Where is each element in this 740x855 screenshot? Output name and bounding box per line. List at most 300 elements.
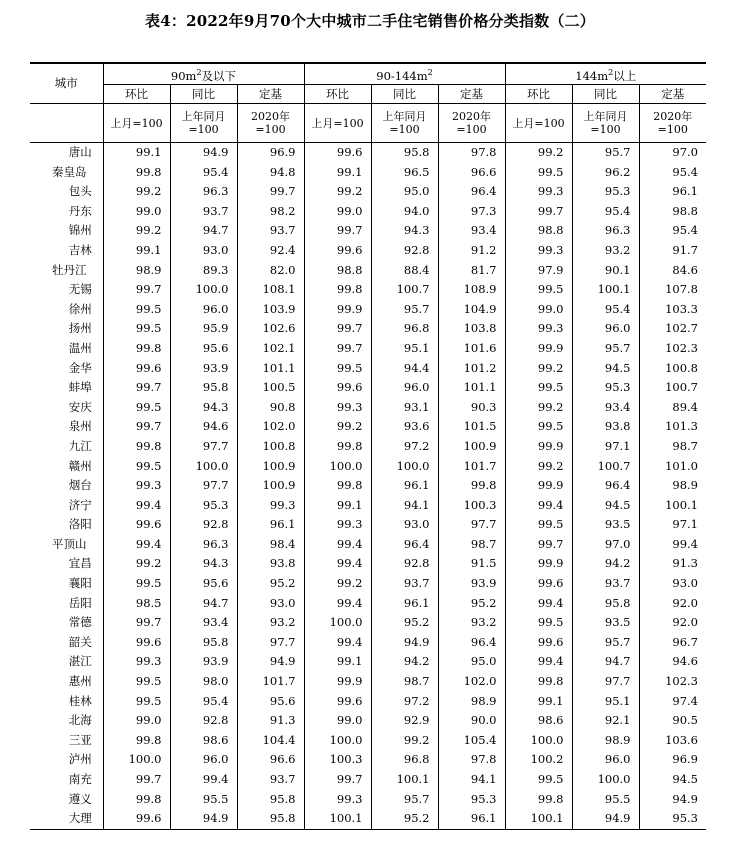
sub-header-1-0: 环比 xyxy=(304,85,371,104)
table-row xyxy=(30,790,706,810)
city-name: 泉州 xyxy=(68,419,92,434)
index-value: 94.2 xyxy=(572,554,639,574)
index-value: 100.3 xyxy=(304,750,371,770)
table-row xyxy=(30,535,706,555)
index-value: 99.3 xyxy=(304,790,371,810)
index-value: 96.1 xyxy=(237,515,304,535)
index-value: 93.0 xyxy=(639,574,706,594)
index-value: 99.5 xyxy=(505,417,572,437)
table-row xyxy=(30,770,706,790)
index-value: 95.8 xyxy=(170,378,237,398)
index-value: 96.3 xyxy=(572,221,639,241)
index-value: 99.2 xyxy=(103,182,170,202)
index-value: 100.9 xyxy=(438,437,505,457)
index-value: 101.1 xyxy=(438,378,505,398)
index-value: 95.1 xyxy=(371,339,438,359)
index-value: 103.9 xyxy=(237,300,304,320)
index-value: 99.4 xyxy=(103,496,170,516)
index-value: 100.7 xyxy=(371,280,438,300)
index-value: 95.5 xyxy=(572,790,639,810)
index-value: 97.7 xyxy=(170,437,237,457)
index-value: 96.9 xyxy=(237,143,304,163)
index-value: 99.1 xyxy=(304,652,371,672)
table-row xyxy=(30,182,706,202)
index-value: 96.1 xyxy=(371,476,438,496)
index-value: 99.6 xyxy=(103,633,170,653)
index-value: 99.5 xyxy=(103,457,170,477)
index-value: 98.6 xyxy=(170,731,237,751)
index-value: 100.0 xyxy=(505,731,572,751)
index-value: 98.9 xyxy=(438,692,505,712)
index-value: 92.0 xyxy=(639,613,706,633)
index-value: 100.2 xyxy=(505,750,572,770)
index-value: 101.3 xyxy=(639,417,706,437)
sub-header-2-1: 同比 xyxy=(572,85,639,104)
sub-header-1-1: 同比 xyxy=(371,85,438,104)
index-value: 99.8 xyxy=(304,437,371,457)
index-value: 99.4 xyxy=(103,535,170,555)
index-value: 90.1 xyxy=(572,261,639,281)
index-value: 94.9 xyxy=(371,633,438,653)
index-value: 94.7 xyxy=(170,594,237,614)
base-header-1-2: 2020年 =100 xyxy=(438,104,505,143)
index-value: 101.2 xyxy=(438,359,505,379)
base-header-0-0: 上月=100 xyxy=(103,104,170,143)
index-value: 95.4 xyxy=(639,221,706,241)
index-value: 100.8 xyxy=(237,437,304,457)
index-value: 100.9 xyxy=(237,476,304,496)
index-value: 99.5 xyxy=(103,672,170,692)
index-value: 99.6 xyxy=(103,515,170,535)
index-value: 99.5 xyxy=(505,770,572,790)
index-value: 102.3 xyxy=(639,672,706,692)
index-value: 100.0 xyxy=(304,731,371,751)
price-index-table-wrapper xyxy=(30,62,706,830)
city-name: 金华 xyxy=(68,360,92,375)
index-value: 95.3 xyxy=(572,378,639,398)
index-value: 96.9 xyxy=(639,750,706,770)
index-value: 97.4 xyxy=(639,692,706,712)
index-value: 99.1 xyxy=(103,143,170,163)
index-value: 94.5 xyxy=(572,359,639,379)
index-value: 99.7 xyxy=(304,319,371,339)
index-value: 96.4 xyxy=(371,535,438,555)
index-value: 99.9 xyxy=(505,554,572,574)
index-value: 99.9 xyxy=(304,672,371,692)
index-value: 99.3 xyxy=(505,241,572,261)
index-value: 93.8 xyxy=(237,554,304,574)
base-header-row xyxy=(30,104,706,143)
index-value: 99.1 xyxy=(304,496,371,516)
index-value: 92.9 xyxy=(371,711,438,731)
index-value: 95.4 xyxy=(572,300,639,320)
index-value: 101.7 xyxy=(237,672,304,692)
index-value: 97.8 xyxy=(438,750,505,770)
index-value: 94.5 xyxy=(572,496,639,516)
index-value: 96.1 xyxy=(639,182,706,202)
city-name: 锦州 xyxy=(68,223,92,238)
city-name: 襄阳 xyxy=(68,576,92,591)
index-value: 96.0 xyxy=(170,750,237,770)
index-value: 90.0 xyxy=(438,711,505,731)
index-value: 94.5 xyxy=(639,770,706,790)
index-value: 94.9 xyxy=(170,143,237,163)
index-value: 94.9 xyxy=(170,809,237,829)
city-name: 徐州 xyxy=(68,301,92,316)
index-value: 99.5 xyxy=(505,378,572,398)
index-value: 108.9 xyxy=(438,280,505,300)
index-value: 99.8 xyxy=(103,790,170,810)
table-row xyxy=(30,809,706,829)
table-row xyxy=(30,633,706,653)
table-row xyxy=(30,750,706,770)
table-row xyxy=(30,711,706,731)
index-value: 92.1 xyxy=(572,711,639,731)
index-value: 100.7 xyxy=(572,457,639,477)
index-value: 99.0 xyxy=(304,711,371,731)
table-row xyxy=(30,359,706,379)
base-header-2-0: 上月=100 xyxy=(505,104,572,143)
index-value: 97.1 xyxy=(572,437,639,457)
index-value: 93.4 xyxy=(438,221,505,241)
table-row xyxy=(30,241,706,261)
index-value: 99.8 xyxy=(103,163,170,183)
index-value: 95.7 xyxy=(572,143,639,163)
index-value: 95.4 xyxy=(639,163,706,183)
index-value: 99.5 xyxy=(304,359,371,379)
index-value: 95.6 xyxy=(237,692,304,712)
index-value: 95.4 xyxy=(170,692,237,712)
index-value: 95.7 xyxy=(572,633,639,653)
index-value: 97.8 xyxy=(438,143,505,163)
index-value: 99.8 xyxy=(438,476,505,496)
index-value: 95.8 xyxy=(572,594,639,614)
index-value: 99.2 xyxy=(505,457,572,477)
index-value: 94.9 xyxy=(572,809,639,829)
city-name: 遵义 xyxy=(68,791,92,806)
city-name: 岳阳 xyxy=(68,595,92,610)
index-value: 99.5 xyxy=(505,280,572,300)
index-value: 94.1 xyxy=(438,770,505,790)
table-row xyxy=(30,261,706,281)
group-header-large: $144m^2$以上 xyxy=(505,63,706,85)
index-value: 93.0 xyxy=(170,241,237,261)
index-value: 93.2 xyxy=(438,613,505,633)
base-header-2-2: 2020年 =100 xyxy=(639,104,706,143)
index-value: 99.8 xyxy=(304,476,371,496)
city-name: 三亚 xyxy=(68,732,92,747)
index-value: 99.8 xyxy=(103,437,170,457)
index-value: 82.0 xyxy=(237,261,304,281)
index-value: 99.6 xyxy=(505,574,572,594)
index-value: 90.8 xyxy=(237,398,304,418)
index-value: 98.0 xyxy=(170,672,237,692)
index-value: 96.5 xyxy=(371,163,438,183)
index-value: 99.8 xyxy=(505,672,572,692)
index-value: 99.4 xyxy=(304,633,371,653)
table-row xyxy=(30,143,706,163)
index-value: 97.9 xyxy=(505,261,572,281)
city-name: 蚌埠 xyxy=(68,380,92,395)
index-value: 93.7 xyxy=(237,221,304,241)
city-name: 唐山 xyxy=(68,145,92,159)
index-value: 99.7 xyxy=(237,182,304,202)
index-value: 100.9 xyxy=(237,457,304,477)
index-value: 99.7 xyxy=(103,280,170,300)
index-value: 98.7 xyxy=(438,535,505,555)
index-value: 99.2 xyxy=(304,417,371,437)
index-value: 95.4 xyxy=(572,202,639,222)
index-value: 91.2 xyxy=(438,241,505,261)
index-value: 93.5 xyxy=(572,515,639,535)
index-value: 95.2 xyxy=(438,594,505,614)
city-name: 牡丹江 xyxy=(52,262,87,277)
index-value: 97.0 xyxy=(639,143,706,163)
table-row xyxy=(30,652,706,672)
index-value: 93.4 xyxy=(572,398,639,418)
base-header-0-2: 2020年 =100 xyxy=(237,104,304,143)
city-name: 扬州 xyxy=(68,321,92,336)
table-row xyxy=(30,437,706,457)
index-value: 99.5 xyxy=(103,300,170,320)
index-value: 97.2 xyxy=(371,692,438,712)
index-value: 90.3 xyxy=(438,398,505,418)
city-name: 桂林 xyxy=(68,693,92,708)
index-value: 96.0 xyxy=(572,750,639,770)
index-value: 99.3 xyxy=(304,398,371,418)
city-name: 秦皇岛 xyxy=(52,164,87,179)
index-value: 99.5 xyxy=(103,574,170,594)
index-value: 103.8 xyxy=(438,319,505,339)
index-value: 108.1 xyxy=(237,280,304,300)
city-header-blank xyxy=(30,104,103,143)
city-name: 大理 xyxy=(68,811,92,826)
city-name: 丹东 xyxy=(68,203,92,218)
index-value: 102.0 xyxy=(438,672,505,692)
index-value: 104.4 xyxy=(237,731,304,751)
index-value: 98.9 xyxy=(639,476,706,496)
sub-header-0-2: 定基 xyxy=(237,85,304,104)
city-name: 韶关 xyxy=(68,634,92,649)
index-value: 95.8 xyxy=(237,790,304,810)
index-value: 93.0 xyxy=(371,515,438,535)
city-name: 烟台 xyxy=(68,478,92,493)
index-value: 92.8 xyxy=(170,515,237,535)
city-name: 九江 xyxy=(68,438,92,453)
index-value: 99.4 xyxy=(170,770,237,790)
index-value: 94.4 xyxy=(371,359,438,379)
index-value: 96.3 xyxy=(170,535,237,555)
city-column-header: 城市 xyxy=(30,63,103,104)
index-value: 94.3 xyxy=(170,554,237,574)
index-value: 94.3 xyxy=(170,398,237,418)
city-name: 常德 xyxy=(68,615,92,630)
city-name: 安庆 xyxy=(68,399,92,414)
index-value: 99.2 xyxy=(103,221,170,241)
index-value: 99.8 xyxy=(304,280,371,300)
index-value: 99.5 xyxy=(103,692,170,712)
sub-header-2-0: 环比 xyxy=(505,85,572,104)
index-value: 99.2 xyxy=(505,143,572,163)
index-value: 99.1 xyxy=(505,692,572,712)
index-value: 93.4 xyxy=(170,613,237,633)
index-value: 99.6 xyxy=(103,359,170,379)
index-value: 99.6 xyxy=(304,692,371,712)
index-value: 95.6 xyxy=(170,574,237,594)
base-header-2-1: 上年同月 =100 xyxy=(572,104,639,143)
index-value: 99.9 xyxy=(505,476,572,496)
index-value: 97.2 xyxy=(371,437,438,457)
city-name: 湛江 xyxy=(68,654,92,669)
index-value: 100.1 xyxy=(371,770,438,790)
index-value: 92.8 xyxy=(371,554,438,574)
table-row xyxy=(30,731,706,751)
sub-header-row xyxy=(30,85,706,104)
index-value: 93.6 xyxy=(371,417,438,437)
city-name: 洛阳 xyxy=(68,517,92,532)
table-row xyxy=(30,339,706,359)
index-value: 100.8 xyxy=(639,359,706,379)
index-value: 94.8 xyxy=(237,163,304,183)
city-name: 北海 xyxy=(68,713,92,728)
city-name: 无锡 xyxy=(68,282,92,297)
table-row xyxy=(30,378,706,398)
index-value: 100.0 xyxy=(170,280,237,300)
index-value: 98.5 xyxy=(103,594,170,614)
index-value: 95.3 xyxy=(170,496,237,516)
price-index-table xyxy=(30,62,706,830)
index-value: 99.7 xyxy=(103,378,170,398)
index-value: 98.8 xyxy=(304,261,371,281)
index-value: 93.0 xyxy=(237,594,304,614)
table-header xyxy=(30,63,706,143)
page-title: 表4：2022年9月70个大中城市二手住宅销售价格分类指数（二） xyxy=(145,12,595,30)
index-value: 95.5 xyxy=(170,790,237,810)
index-value: 95.2 xyxy=(371,809,438,829)
table-row xyxy=(30,613,706,633)
group-header-medium: $90-144m^2$ xyxy=(304,63,505,85)
index-value: 95.4 xyxy=(170,163,237,183)
index-value: 102.7 xyxy=(639,319,706,339)
table-row xyxy=(30,300,706,320)
index-value: 96.1 xyxy=(438,809,505,829)
base-header-1-0: 上月=100 xyxy=(304,104,371,143)
index-value: 99.3 xyxy=(237,496,304,516)
index-value: 99.1 xyxy=(103,241,170,261)
index-value: 99.4 xyxy=(304,535,371,555)
index-value: 96.7 xyxy=(639,633,706,653)
sub-header-0-1: 同比 xyxy=(170,85,237,104)
index-value: 99.6 xyxy=(304,378,371,398)
index-value: 99.6 xyxy=(505,633,572,653)
index-value: 95.0 xyxy=(371,182,438,202)
index-value: 93.9 xyxy=(170,652,237,672)
index-value: 97.7 xyxy=(572,672,639,692)
index-value: 96.8 xyxy=(371,319,438,339)
index-value: 100.3 xyxy=(438,496,505,516)
index-value: 95.0 xyxy=(438,652,505,672)
index-value: 93.9 xyxy=(438,574,505,594)
index-value: 94.9 xyxy=(639,790,706,810)
index-value: 100.0 xyxy=(170,457,237,477)
index-value: 99.4 xyxy=(304,594,371,614)
index-value: 100.0 xyxy=(572,770,639,790)
index-value: 95.8 xyxy=(237,809,304,829)
index-value: 95.8 xyxy=(170,633,237,653)
index-value: 100.1 xyxy=(304,809,371,829)
index-value: 98.8 xyxy=(639,202,706,222)
index-value: 100.0 xyxy=(304,613,371,633)
index-value: 99.5 xyxy=(505,613,572,633)
index-value: 99.7 xyxy=(505,535,572,555)
index-value: 99.6 xyxy=(103,809,170,829)
index-value: 99.7 xyxy=(304,770,371,790)
index-value: 103.3 xyxy=(639,300,706,320)
index-value: 92.8 xyxy=(371,241,438,261)
index-value: 94.7 xyxy=(572,652,639,672)
index-value: 100.7 xyxy=(639,378,706,398)
index-value: 91.3 xyxy=(639,554,706,574)
index-value: 99.4 xyxy=(505,496,572,516)
index-value: 99.3 xyxy=(103,652,170,672)
index-value: 96.6 xyxy=(438,163,505,183)
city-name: 温州 xyxy=(68,340,92,355)
index-value: 99.2 xyxy=(304,182,371,202)
index-value: 92.0 xyxy=(639,594,706,614)
index-value: 99.4 xyxy=(304,554,371,574)
index-value: 81.7 xyxy=(438,261,505,281)
index-value: 102.3 xyxy=(639,339,706,359)
city-name: 宜昌 xyxy=(68,556,92,571)
index-value: 97.3 xyxy=(438,202,505,222)
index-value: 93.9 xyxy=(170,359,237,379)
index-value: 95.7 xyxy=(371,790,438,810)
index-value: 95.6 xyxy=(170,339,237,359)
index-value: 98.2 xyxy=(237,202,304,222)
index-value: 84.6 xyxy=(639,261,706,281)
table-row xyxy=(30,202,706,222)
index-value: 100.5 xyxy=(237,378,304,398)
index-value: 95.7 xyxy=(371,300,438,320)
index-value: 93.8 xyxy=(572,417,639,437)
index-value: 96.6 xyxy=(237,750,304,770)
index-value: 96.3 xyxy=(170,182,237,202)
index-value: 97.7 xyxy=(170,476,237,496)
index-value: 99.5 xyxy=(103,398,170,418)
city-name: 泸州 xyxy=(68,752,92,767)
index-value: 97.7 xyxy=(237,633,304,653)
base-header-1-1: 上年同月 =100 xyxy=(371,104,438,143)
table-row xyxy=(30,221,706,241)
index-value: 99.9 xyxy=(505,437,572,457)
index-value: 99.6 xyxy=(304,241,371,261)
index-value: 94.0 xyxy=(371,202,438,222)
index-value: 99.7 xyxy=(103,613,170,633)
index-value: 99.5 xyxy=(505,515,572,535)
index-value: 95.9 xyxy=(170,319,237,339)
index-value: 98.9 xyxy=(103,261,170,281)
table-row xyxy=(30,515,706,535)
index-value: 94.1 xyxy=(371,496,438,516)
index-value: 100.0 xyxy=(304,457,371,477)
index-value: 98.7 xyxy=(639,437,706,457)
index-value: 99.5 xyxy=(505,163,572,183)
city-name: 平顶山 xyxy=(52,536,87,551)
index-value: 96.4 xyxy=(438,182,505,202)
index-value: 93.2 xyxy=(572,241,639,261)
index-value: 99.3 xyxy=(103,476,170,496)
index-value: 100.0 xyxy=(103,750,170,770)
